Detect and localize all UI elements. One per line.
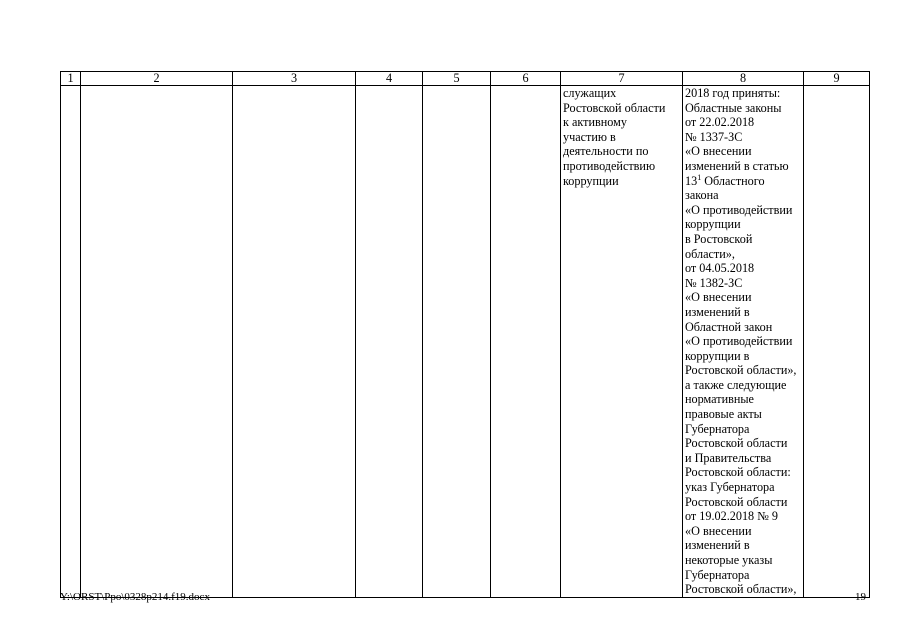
header-cell-6: 6 (491, 72, 561, 86)
col8-superscript: 1 (697, 172, 702, 182)
cell-col-3 (233, 86, 356, 598)
header-cell-5: 5 (423, 72, 491, 86)
header-cell-3: 3 (233, 72, 356, 86)
col8-text (685, 86, 801, 597)
col7-text: служащих Ростовской области к активному участию в деятельности по противодействию коррупции (563, 86, 666, 188)
cell-col-9 (804, 86, 870, 598)
header-row (61, 72, 870, 86)
header-cell-8: 8 (683, 72, 804, 86)
cell-col-8 (683, 86, 804, 598)
cell-col-7 (561, 86, 683, 598)
table-row (61, 86, 870, 598)
footer-file-path: Y:\ORST\Ppo\0328p214.f19.docx (60, 591, 210, 603)
header-cell-2: 2 (81, 72, 233, 86)
col8-text-part-a: 2018 год приняты: Областные законы от 22.02.2018 № 1337-ЗС «О внесении изменений в статью 13 (685, 86, 789, 188)
cell-col-1 (61, 86, 81, 598)
col8-text-part-b: Областного закона «О противодействии коррупции в Ростовской области», от 04.05.2018 № 1382-ЗС «О внесении изменений в Областной закон «О противодействии коррупции в Ростовской области», а также следующие нормативные правовые акты Губернатора Ростовской области и Правительства Ростовской области: указ Губернатора Ростовской области от 19.02.2018 № 9 «О внесении изменений в некоторые указы Губернатора Ростовской области», (685, 173, 797, 597)
page-number: 19 (855, 591, 866, 603)
header-cell-1: 1 (61, 72, 81, 86)
cell-col-6 (491, 86, 561, 598)
header-cell-4: 4 (356, 72, 423, 86)
cell-col-2 (81, 86, 233, 598)
cell-col-4 (356, 86, 423, 598)
cell-col-5 (423, 86, 491, 598)
document-table (60, 71, 870, 598)
header-cell-9: 9 (804, 72, 870, 86)
header-cell-7: 7 (561, 72, 683, 86)
